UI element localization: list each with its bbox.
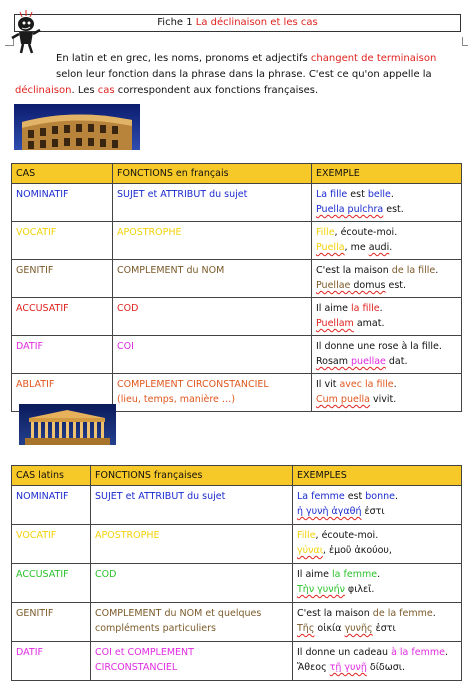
margin-mark-right [462,37,468,46]
table-row [12,260,462,298]
case-function: COD [91,564,293,603]
case-function: COMPLEMENT CIRCONSTANCIEL (lieu, temps, manière …) [113,374,312,412]
latin-cases-table [11,163,462,412]
table-row [12,486,462,525]
case-function: APOSTROPHE [113,222,312,260]
table-row [12,603,462,642]
page-title [14,14,461,32]
case-example: La fille est belle. Puella pulchra est. [312,184,462,222]
case-name: VOCATIF [12,525,91,564]
table-row [12,336,462,374]
case-example: Fille, écoute-moi. Puella, me audi. [312,222,462,260]
case-function: SUJET et ATTRIBUT du sujet [113,184,312,222]
intro-highlight: cas [97,85,115,96]
table-header-row [12,164,462,184]
table-row [12,525,462,564]
intro-text: En latin et en grec, les noms, pronoms et adjectifs [56,53,311,64]
title-colored: La déclinaison et les cas [195,17,318,28]
parthenon-photo [19,404,116,445]
case-function: SUJET et ATTRIBUT du sujet [91,486,293,525]
column-header: FONCTIONS françaises [91,466,293,486]
case-name: ACCUSATIF [12,564,91,603]
table-row [12,222,462,260]
table-row [12,642,462,681]
case-name: ACCUSATIF [12,298,113,336]
case-example: C'est la maison de la fille. Puellae domus est. [312,260,462,298]
case-name: NOMINATIF [12,184,113,222]
case-name: VOCATIF [12,222,113,260]
intro-text: correspondent aux fonctions françaises. [114,85,319,96]
column-header: EXEMPLE [312,164,462,184]
colosseum-photo [14,104,140,150]
column-header: CAS latins [12,466,91,486]
column-header: CAS [12,164,113,184]
intro-text: . Les [71,85,98,96]
case-function: COI [113,336,312,374]
case-function: COMPLEMENT du NOM [113,260,312,298]
case-example: Fille, écoute-moi. γύναι, ἐμοῦ ἀκούου, [293,525,462,564]
case-function: APOSTROPHE [91,525,293,564]
case-example: Il donne un cadeau à la femme. Ἄθεος τῇ γυνῇ δίδωσι. [293,642,462,681]
table-row [12,564,462,603]
case-example: Il aime la femme. Τὴν γυνήν φιλεῖ. [293,564,462,603]
case-function: COI et COMPLEMENT CIRCONSTANCIEL [91,642,293,681]
case-function: COMPLEMENT du NOM et quelques compléments particuliers [91,603,293,642]
greek-cases-table [11,465,462,681]
case-function: COD [113,298,312,336]
cartoon-figure-icon [8,8,52,56]
table-row [12,298,462,336]
intro-highlight: déclinaison [15,85,72,96]
title-prefix: Fiche 1 [157,17,196,28]
table-row [12,184,462,222]
case-name: GENITIF [12,603,91,642]
intro-paragraph [15,51,465,99]
case-example: C'est la maison de la femme. Τῆς οἰκία γυνῆς ἐστι [293,603,462,642]
case-name: DATIF [12,642,91,681]
intro-highlight: changent de terminaison [310,53,437,64]
case-example: La femme est bonne. ἡ γυνὴ ἀγαθή ἐστι [293,486,462,525]
case-name: GENITIF [12,260,113,298]
case-example: Il donne une rose à la fille. Rosam puellae dat. [312,336,462,374]
case-name: DATIF [12,336,113,374]
table-header-row [12,466,462,486]
case-name: NOMINATIF [12,486,91,525]
case-example: Il vit avec la fille. Cum puella vivit. [312,374,462,412]
column-header: FONCTIONS en français [113,164,312,184]
case-name: ABLATIF [12,374,113,412]
case-example: Il aime la fille. Puellam amat. [312,298,462,336]
column-header: EXEMPLES [293,466,462,486]
intro-text: selon leur fonction dans la phrase dans la phrase. C'est ce qu'on appelle la [56,69,432,80]
